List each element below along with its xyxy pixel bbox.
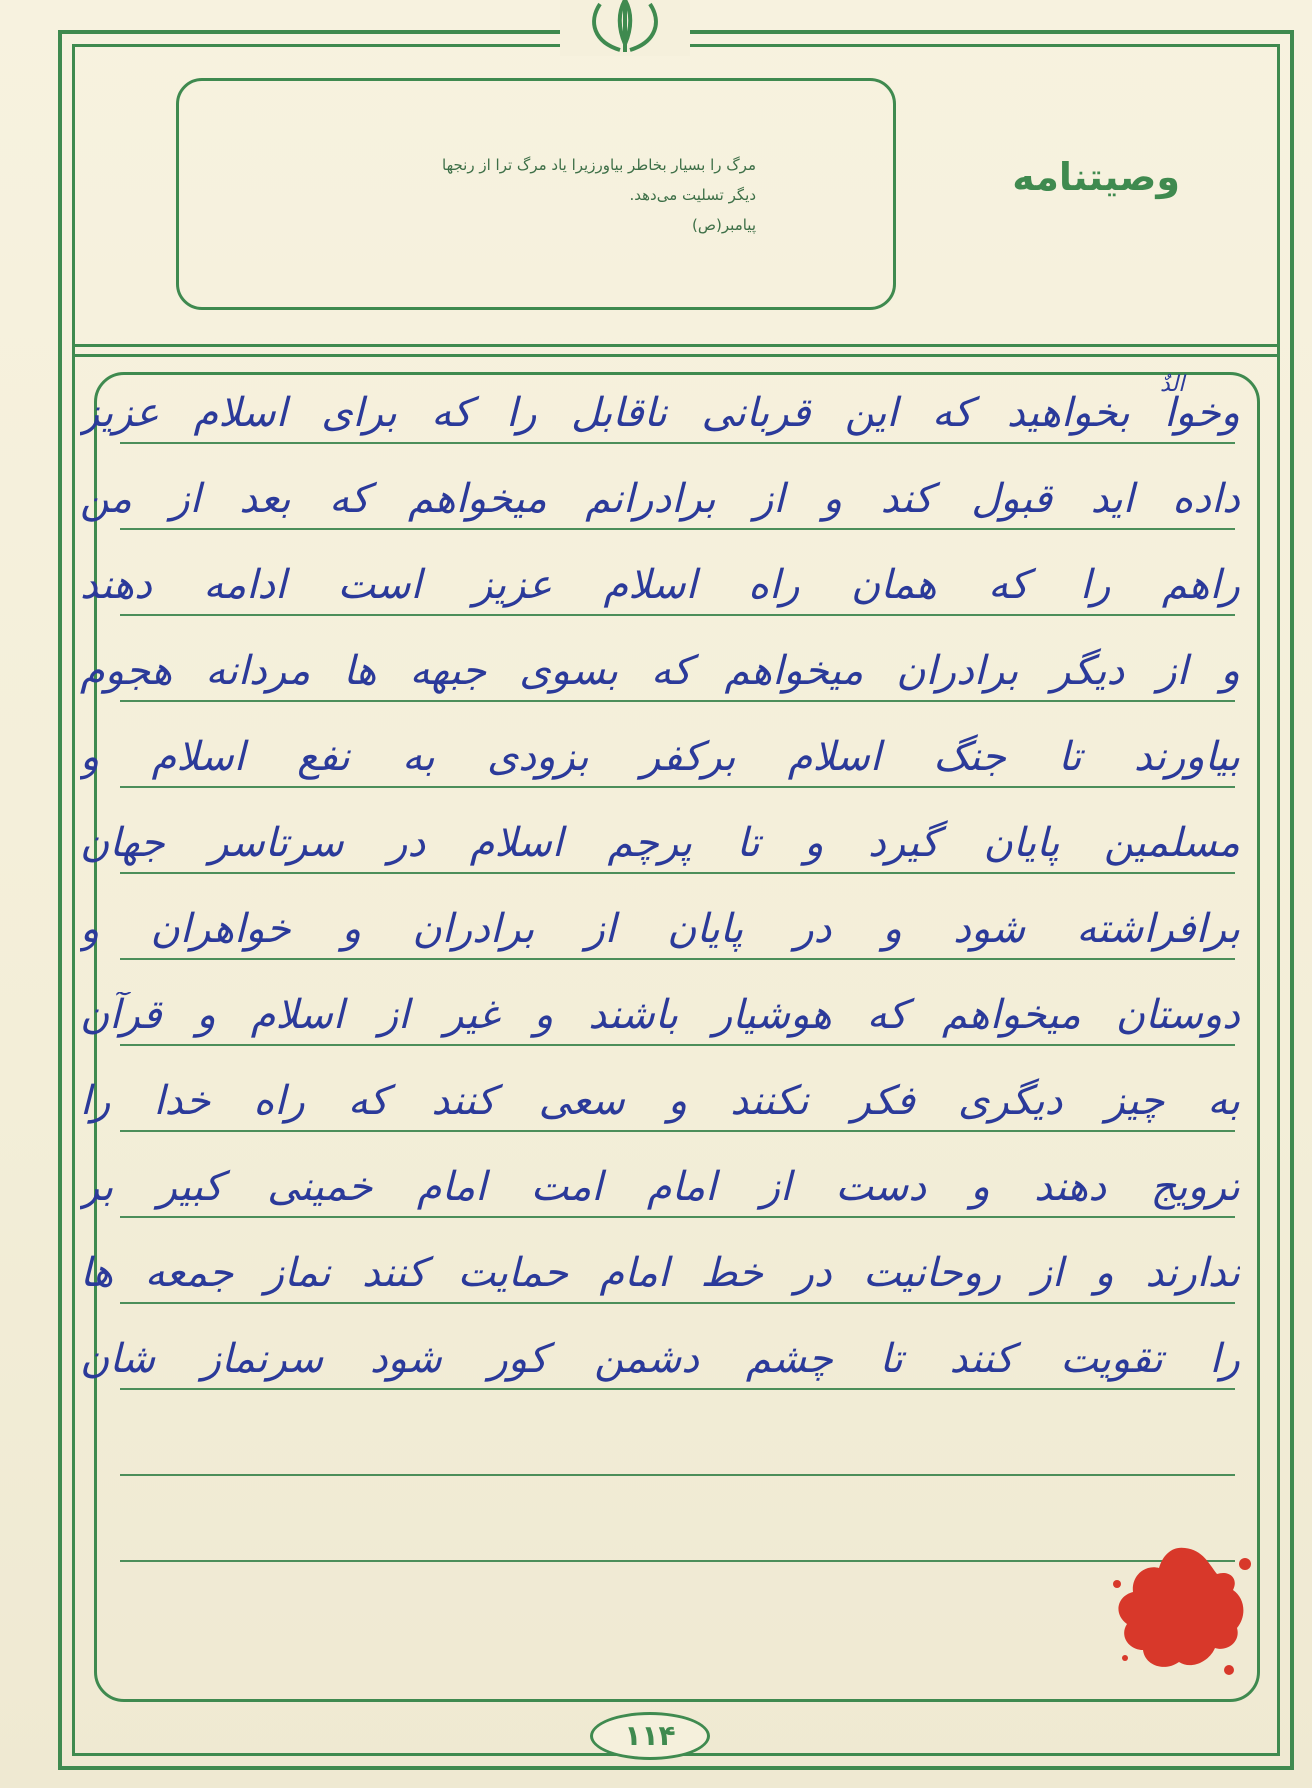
ruled-line xyxy=(120,442,1235,444)
ruled-line xyxy=(120,528,1235,530)
header-divider-secondary xyxy=(72,354,1280,357)
ruled-line xyxy=(120,872,1235,874)
page-number: ۱۱۴ xyxy=(624,1719,676,1752)
handwritten-line: راهم را که همان راه اسلام عزیز است ادامه دهند xyxy=(80,562,1240,608)
quote-attribution: پیامبر(ص) xyxy=(692,216,756,234)
handwritten-line: دوستان میخواهم که هوشیار باشند و غیر از اسلام و قرآن xyxy=(80,992,1240,1038)
emblem-icon xyxy=(560,0,690,56)
handwritten-line: و از دیگر برادران میخواهم که بسوی جبهه ها مردانه هجوم xyxy=(80,648,1240,694)
handwritten-line: را تقویت کنند تا چشم دشمن کور شود سرنماز شان xyxy=(80,1336,1240,1382)
ruled-line xyxy=(120,1130,1235,1132)
ruled-line xyxy=(120,1302,1235,1304)
page-title: وصیتنامه xyxy=(1012,155,1180,199)
header-divider xyxy=(72,344,1280,347)
handwritten-line: بیاورند تا جنگ اسلام برکفر بزودی به نفع اسلام و xyxy=(80,734,1240,780)
ruled-line xyxy=(120,786,1235,788)
ruled-line xyxy=(120,1044,1235,1046)
quote-line: مرگ را بسیار بخاطر بیاورزیرا یاد مرگ ترا از رنجها xyxy=(442,156,756,174)
quote-line: دیگر تسلیت می‌دهد. xyxy=(629,186,756,204)
quote-text xyxy=(200,150,756,240)
handwritten-line: ندارند و از روحانیت در خط امام حمایت کنند نماز جمعه ها xyxy=(80,1250,1240,1296)
ruled-line xyxy=(120,1216,1235,1218)
margin-note: الدٌ xyxy=(1160,372,1185,397)
ruled-line xyxy=(120,1388,1235,1390)
blood-stain-icon xyxy=(1105,1530,1255,1680)
handwritten-line: داده اید قبول کند و از برادرانم میخواهم که بعد از من xyxy=(80,476,1240,522)
ruled-line xyxy=(120,700,1235,702)
ruled-line xyxy=(120,958,1235,960)
handwritten-line: وخوا بخواهید که این قربانی ناقابل را که برای اسلام عزیز xyxy=(80,390,1240,436)
ruled-line xyxy=(120,1474,1235,1476)
handwritten-line: مسلمین پایان گیرد و تا پرچم اسلام در سرتاسر جهان xyxy=(80,820,1240,866)
ruled-line xyxy=(120,1560,1235,1562)
ruled-line xyxy=(120,614,1235,616)
handwritten-line: به چیز دیگری فکر نکنند و سعی کنند که راه خدا را xyxy=(80,1078,1240,1124)
handwritten-line: ترویج دهند و دست از امام امت امام خمینی کبیر بر xyxy=(80,1164,1240,1210)
handwritten-line: برافراشته شود و در پایان از برادران و خواهران و xyxy=(80,906,1240,952)
